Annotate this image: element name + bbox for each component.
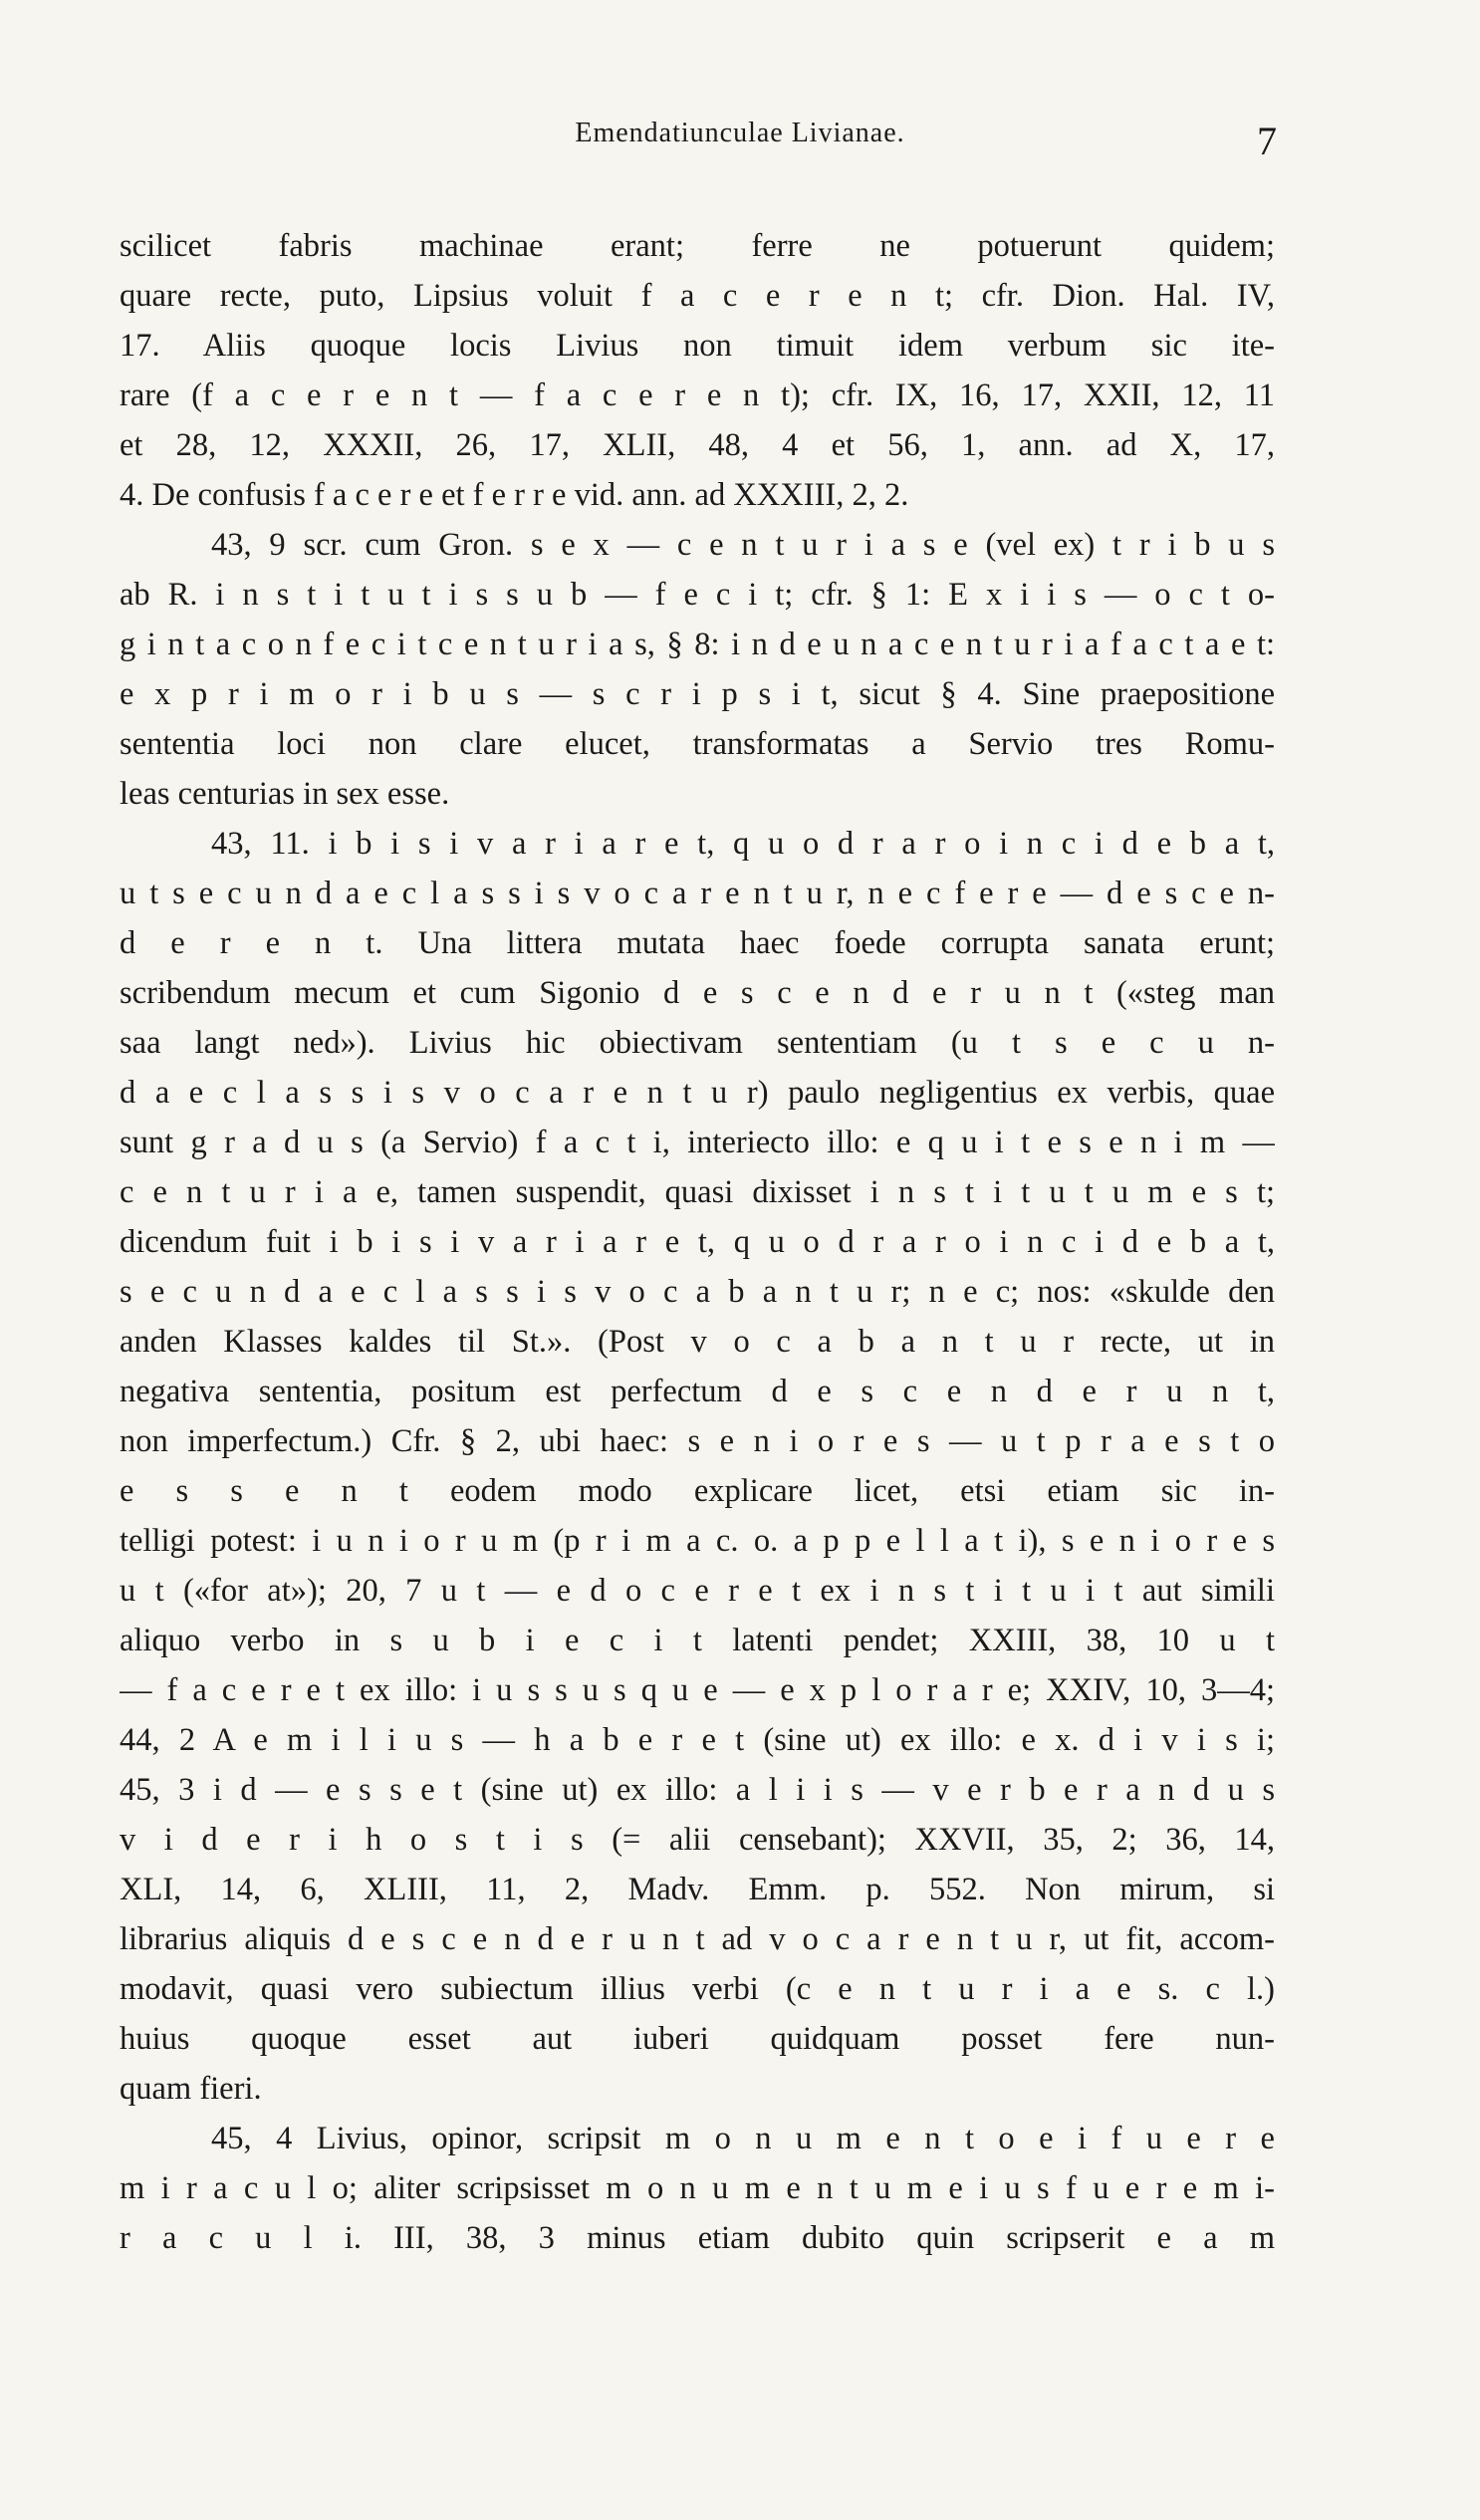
text-line: g i n t a c o n f e c i t c e n t u r i a s, § 8: i n d e u n a c e n t u r i a f a c t a e t: xyxy=(120,627,1275,662)
text-line: r a c u l i. III, 38, 3 minus etiam dubito quin scripserit e a m xyxy=(120,2220,1275,2256)
text-line: s e c u n d a e c l a s s i s v o c a b a n t u r; n e c; nos: «skulde den xyxy=(120,1274,1275,1310)
text-line: 4. De confusis f a c e r e et f e r r e vid. ann. ad XXXIII, 2, 2. xyxy=(120,477,909,513)
text-line: dicendum fuit i b i s i v a r i a r e t, q u o d r a r o i n c i d e b a t, xyxy=(120,1224,1275,1260)
text-line: leas centurias in sex esse. xyxy=(120,776,450,812)
text-line: huius quoque esset aut iuberi quidquam posset fere nun- xyxy=(120,2021,1275,2057)
page-number: 7 xyxy=(1257,119,1277,163)
text-line: 43, 9 scr. cum Gron. s e x — c e n t u r i a s e (vel ex) t r i b u s xyxy=(211,527,1275,563)
text-line: anden Klasses kaldes til St.». (Post v o c a b a n t u r recte, ut in xyxy=(120,1324,1275,1360)
text-line: c e n t u r i a e, tamen suspendit, quasi dixisset i n s t i t u t u m e s t; xyxy=(120,1174,1275,1210)
text-line: 43, 11. i b i s i v a r i a r e t, q u o d r a r o i n c i d e b a t, xyxy=(211,826,1275,862)
text-line: et 28, 12, XXXII, 26, 17, XLII, 48, 4 et 56, 1, ann. ad X, 17, xyxy=(120,427,1275,463)
text-line: m i r a c u l o; aliter scripsisset m o n u m e n t u m e i u s f u e r e m i- xyxy=(120,2170,1275,2206)
text-line: scilicet fabris machinae erant; ferre ne potuerunt quidem; xyxy=(120,228,1275,264)
text-line: u t («for at»); 20, 7 u t — e d o c e r e t ex i n s t i t u i t aut simili xyxy=(120,1573,1275,1609)
text-line: quare recte, puto, Lipsius voluit f a c e r e n t; cfr. Dion. Hal. IV, xyxy=(120,278,1275,314)
text-line: v i d e r i h o s t i s (= alii censebant); XXVII, 35, 2; 36, 14, xyxy=(120,1822,1275,1858)
text-line: 45, 3 i d — e s s e t (sine ut) ex illo: a l i i s — v e r b e r a n d u s xyxy=(120,1772,1275,1808)
text-line: 44, 2 A e m i l i u s — h a b e r e t (sine ut) ex illo: e x. d i v i s i; xyxy=(120,1722,1275,1758)
text-line: d e r e n t. Una littera mutata haec foede corrupta sanata erunt; xyxy=(120,925,1275,961)
text-line: 45, 4 Livius, opinor, scripsit m o n u m e n t o e i f u e r e xyxy=(211,2121,1275,2156)
text-line: librarius aliquis d e s c e n d e r u n t ad v o c a r e n t u r, ut fit, accom- xyxy=(120,1921,1275,1957)
text-line: e x p r i m o r i b u s — s c r i p s i t, sicut § 4. Sine praepositione xyxy=(120,676,1275,712)
text-line: telligi potest: i u n i o r u m (p r i m a c. o. a p p e l l a t i), s e n i o r e s xyxy=(120,1523,1275,1559)
text-line: non imperfectum.) Cfr. § 2, ubi haec: s e n i o r e s — u t p r a e s t o xyxy=(120,1423,1275,1459)
text-line: u t s e c u n d a e c l a s s i s v o c a r e n t u r, n e c f e r e — d e s c e n- xyxy=(120,876,1275,911)
text-line: 17. Aliis quoque locis Livius non timuit idem verbum sic ite- xyxy=(120,328,1275,364)
text-line: negativa sententia, positum est perfectum d e s c e n d e r u n t, xyxy=(120,1374,1275,1409)
text-line: sententia loci non clare elucet, transformatas a Servio tres Romu- xyxy=(120,726,1275,762)
text-line: d a e c l a s s i s v o c a r e n t u r) paulo negligentius ex verbis, quae xyxy=(120,1075,1275,1111)
text-line: saa langt ned»). Livius hic obiectivam sententiam (u t s e c u n- xyxy=(120,1025,1275,1061)
text-line: sunt g r a d u s (a Servio) f a c t i, interiecto illo: e q u i t e s e n i m — xyxy=(120,1125,1275,1160)
text-line: — f a c e r e t ex illo: i u s s u s q u e — e x p l o r a r e; XXIV, 10, 3—4; xyxy=(120,1672,1275,1708)
text-line: e s s e n t eodem modo explicare licet, etsi etiam sic in- xyxy=(120,1473,1275,1509)
text-line: ab R. i n s t i t u t i s s u b — f e c i t; cfr. § 1: E x i i s — o c t o- xyxy=(120,577,1275,613)
running-title: Emendatiunculae Livianae. xyxy=(575,118,905,148)
text-line: scribendum mecum et cum Sigonio d e s c e n d e r u n t («steg man xyxy=(120,975,1275,1011)
page-header xyxy=(0,118,1480,163)
text-line: modavit, quasi vero subiectum illius verbi (c e n t u r i a e s. c l.) xyxy=(120,1971,1275,2007)
text-line: quam fieri. xyxy=(120,2071,262,2107)
text-line: aliquo verbo in s u b i e c i t latenti pendet; XXIII, 38, 10 u t xyxy=(120,1623,1275,1658)
body-text xyxy=(120,221,1275,2263)
text-line: rare (f a c e r e n t — f a c e r e n t); cfr. IX, 16, 17, XXII, 12, 11 xyxy=(120,378,1275,413)
text-line: XLI, 14, 6, XLIII, 11, 2, Madv. Emm. p. 552. Non mirum, si xyxy=(120,1872,1275,1907)
